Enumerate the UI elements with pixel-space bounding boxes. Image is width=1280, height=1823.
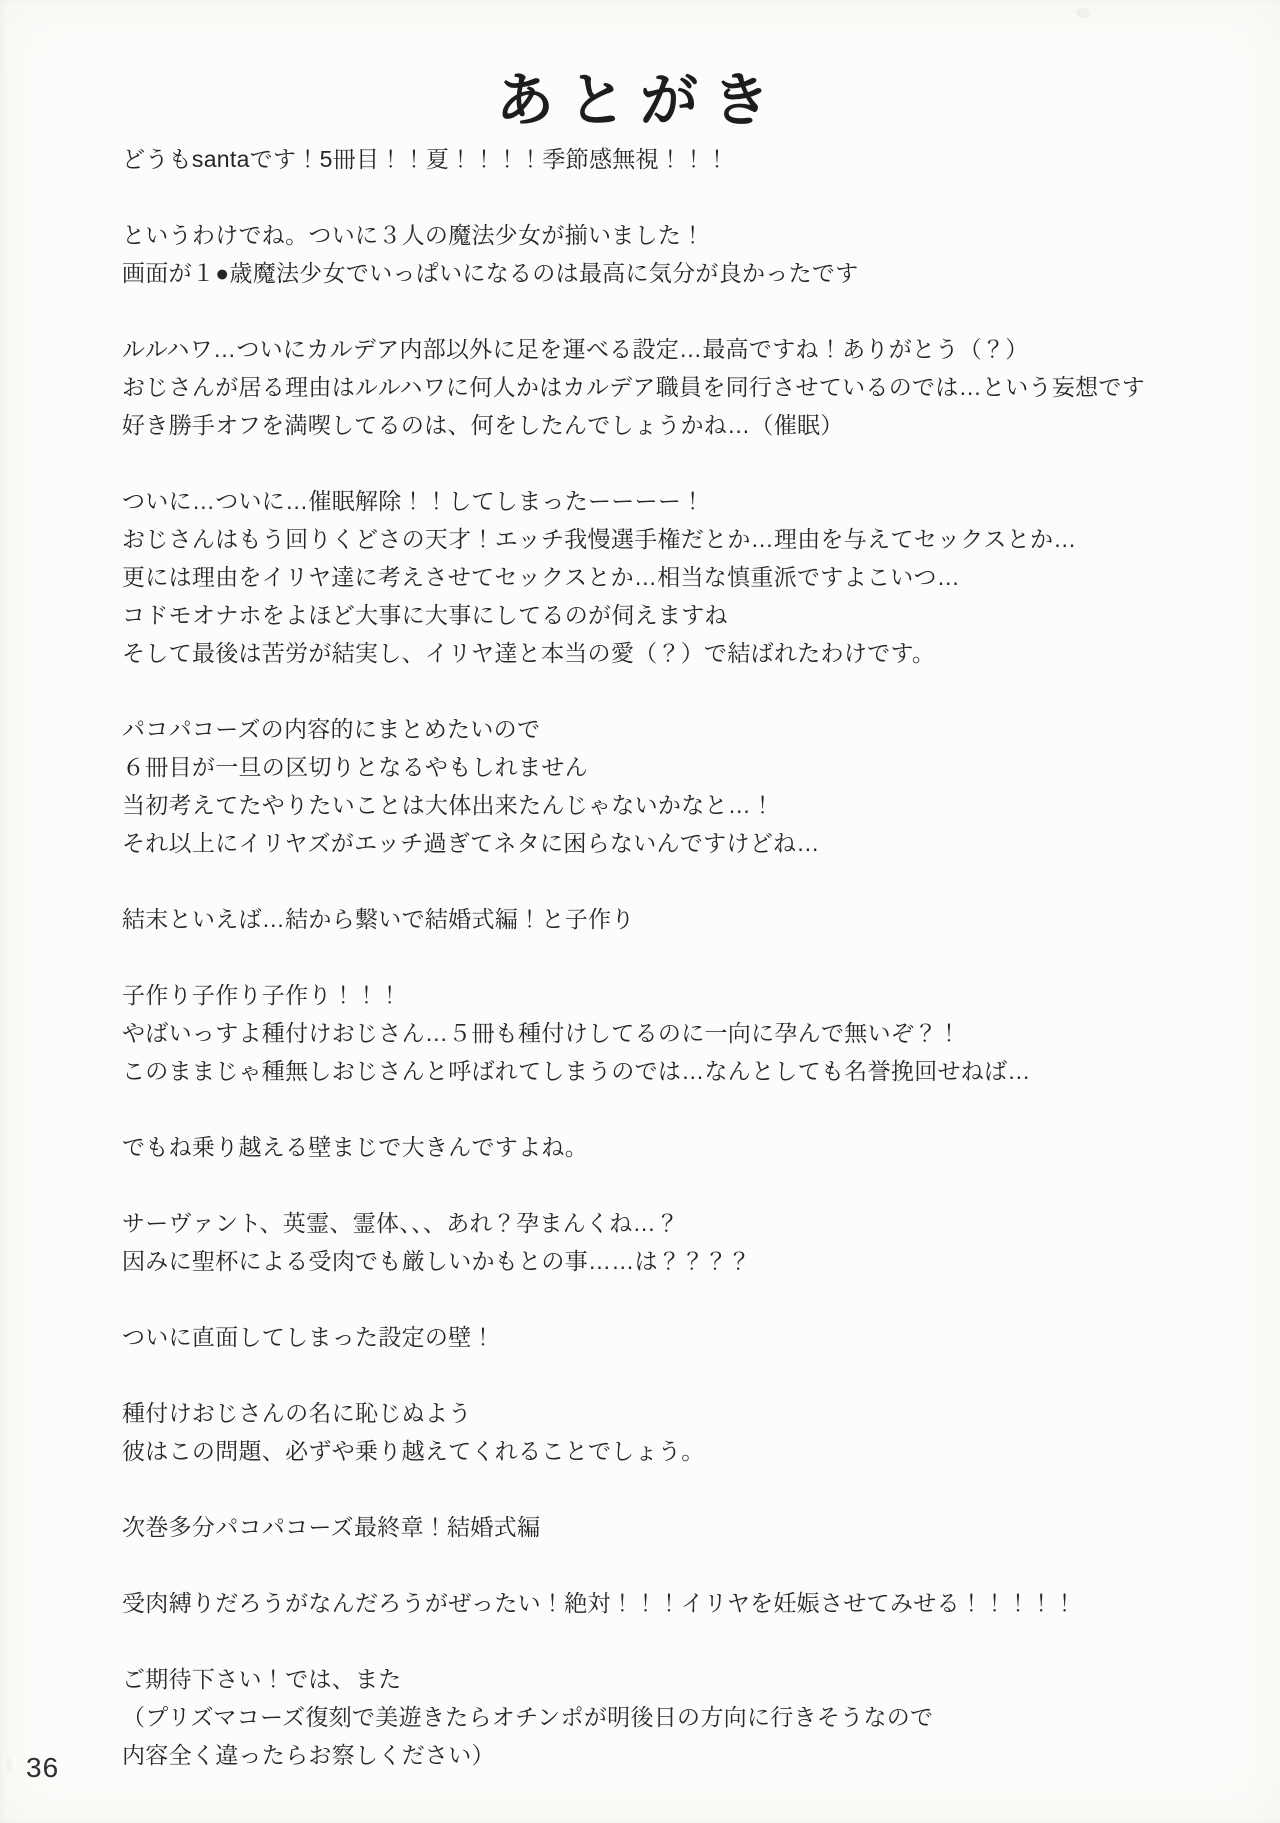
text-line: 内容全く違ったらお察しください） (122, 1742, 495, 1768)
text-line: そして最後は苦労が結実し、イリヤ達と本当の愛（？）で結ばれたわけです。 (122, 640, 936, 666)
text-line: 画面が１●歳魔法少女でいっぱいになるのは最高に気分が良かったです (122, 260, 859, 286)
text-line: （プリズマコーズ復刻で美遊きたらオチンポが明後日の方向に行きそうなので (122, 1704, 934, 1730)
paragraph (122, 330, 1222, 444)
text-line: やばいっすよ種付けおじさん…５冊も種付けしてるのに一向に孕んで無いぞ？！ (122, 1020, 961, 1046)
text-line: それ以上にイリヤズがエッチ過ぎてネタに困らないんですけどね… (122, 830, 820, 856)
text-line: でもね乗り越える壁まじで大きんですよね。 (122, 1134, 588, 1160)
text-line: サーヴァント、英霊、霊体、、、あれ？孕まんくね…？ (122, 1210, 680, 1236)
text-line: 結末といえば…結から繋いで結婚式編！と子作り (122, 906, 635, 932)
scan-smudge (6, 1758, 12, 1772)
text-line: 受肉縛りだろうがなんだろうがぜったい！絶対！！！イリヤを妊娠させてみせる！！！！！ (122, 1590, 1077, 1616)
text-line: このままじゃ種無しおじさんと呼ばれてしまうのでは…なんとしても名誉挽回せねば… (122, 1058, 1031, 1084)
text-line: 子作り子作り子作り！！！ (122, 982, 402, 1008)
paragraph (122, 976, 1222, 1090)
paragraph (122, 482, 1222, 672)
text-line: どうもsantaです！5冊目！！夏！！！！季節感無視！！！ (122, 146, 729, 172)
paragraph (122, 1508, 1222, 1546)
afterword-body (122, 140, 1222, 1812)
text-line: ついに直面してしまった設定の壁！ (122, 1324, 495, 1350)
text-line: 当初考えてたやりたいことは大体出来たんじゃないかなと…！ (122, 792, 775, 818)
paragraph (122, 900, 1222, 938)
text-line: 種付けおじさんの名に恥じぬよう (122, 1400, 472, 1426)
text-line: 次巻多分パコパコーズ最終章！結婚式編 (122, 1514, 541, 1540)
text-line: というわけでね。ついに３人の魔法少女が揃いました！ (122, 222, 705, 248)
text-line: おじさんはもう回りくどさの天才！エッチ我慢選手権だとか…理由を与えてセックスとか… (122, 526, 1077, 552)
text-line: 因みに聖杯による受肉でも厳しいかもとの事……は？？？？ (122, 1248, 752, 1274)
text-line: ついに…ついに…催眠解除！！してしまったーーーー！ (122, 488, 705, 514)
text-line: おじさんが居る理由はルルハワに何人かはカルデア職員を同行させているのでは…という妄想です (122, 374, 1146, 400)
text-line: パコパコーズの内容的にまとめたいので (122, 716, 541, 742)
paragraph (122, 1128, 1222, 1166)
text-line: コドモオナホをよほど大事に大事にしてるのが伺えますね (122, 602, 728, 628)
paragraph (122, 1204, 1222, 1280)
paragraph (122, 710, 1222, 862)
paragraph (122, 1660, 1222, 1774)
paragraph (122, 140, 1222, 178)
paragraph (122, 1394, 1222, 1470)
paragraph (122, 1584, 1222, 1622)
paragraph (122, 216, 1222, 292)
text-line: ご期待下さい！では、また (122, 1666, 402, 1692)
scan-smudge (1076, 8, 1090, 18)
page-number: 36 (26, 1752, 60, 1783)
paragraph (122, 1318, 1222, 1356)
text-line: ６冊目が一旦の区切りとなるやもしれません (122, 754, 588, 780)
text-line: 更には理由をイリヤ達に考えさせてセックスとか…相当な慎重派ですよこいつ… (122, 564, 961, 590)
text-line: 彼はこの問題、必ずや乗り越えてくれることでしょう。 (122, 1438, 705, 1464)
text-line: 好き勝手オフを満喫してるのは、何をしたんでしょうかね…（催眠） (122, 412, 844, 438)
page-title: あとがき (495, 67, 784, 133)
text-line: ルルハワ…ついにカルデア内部以外に足を運べる設定…最高ですね！ありがとう（？） (122, 336, 1029, 362)
